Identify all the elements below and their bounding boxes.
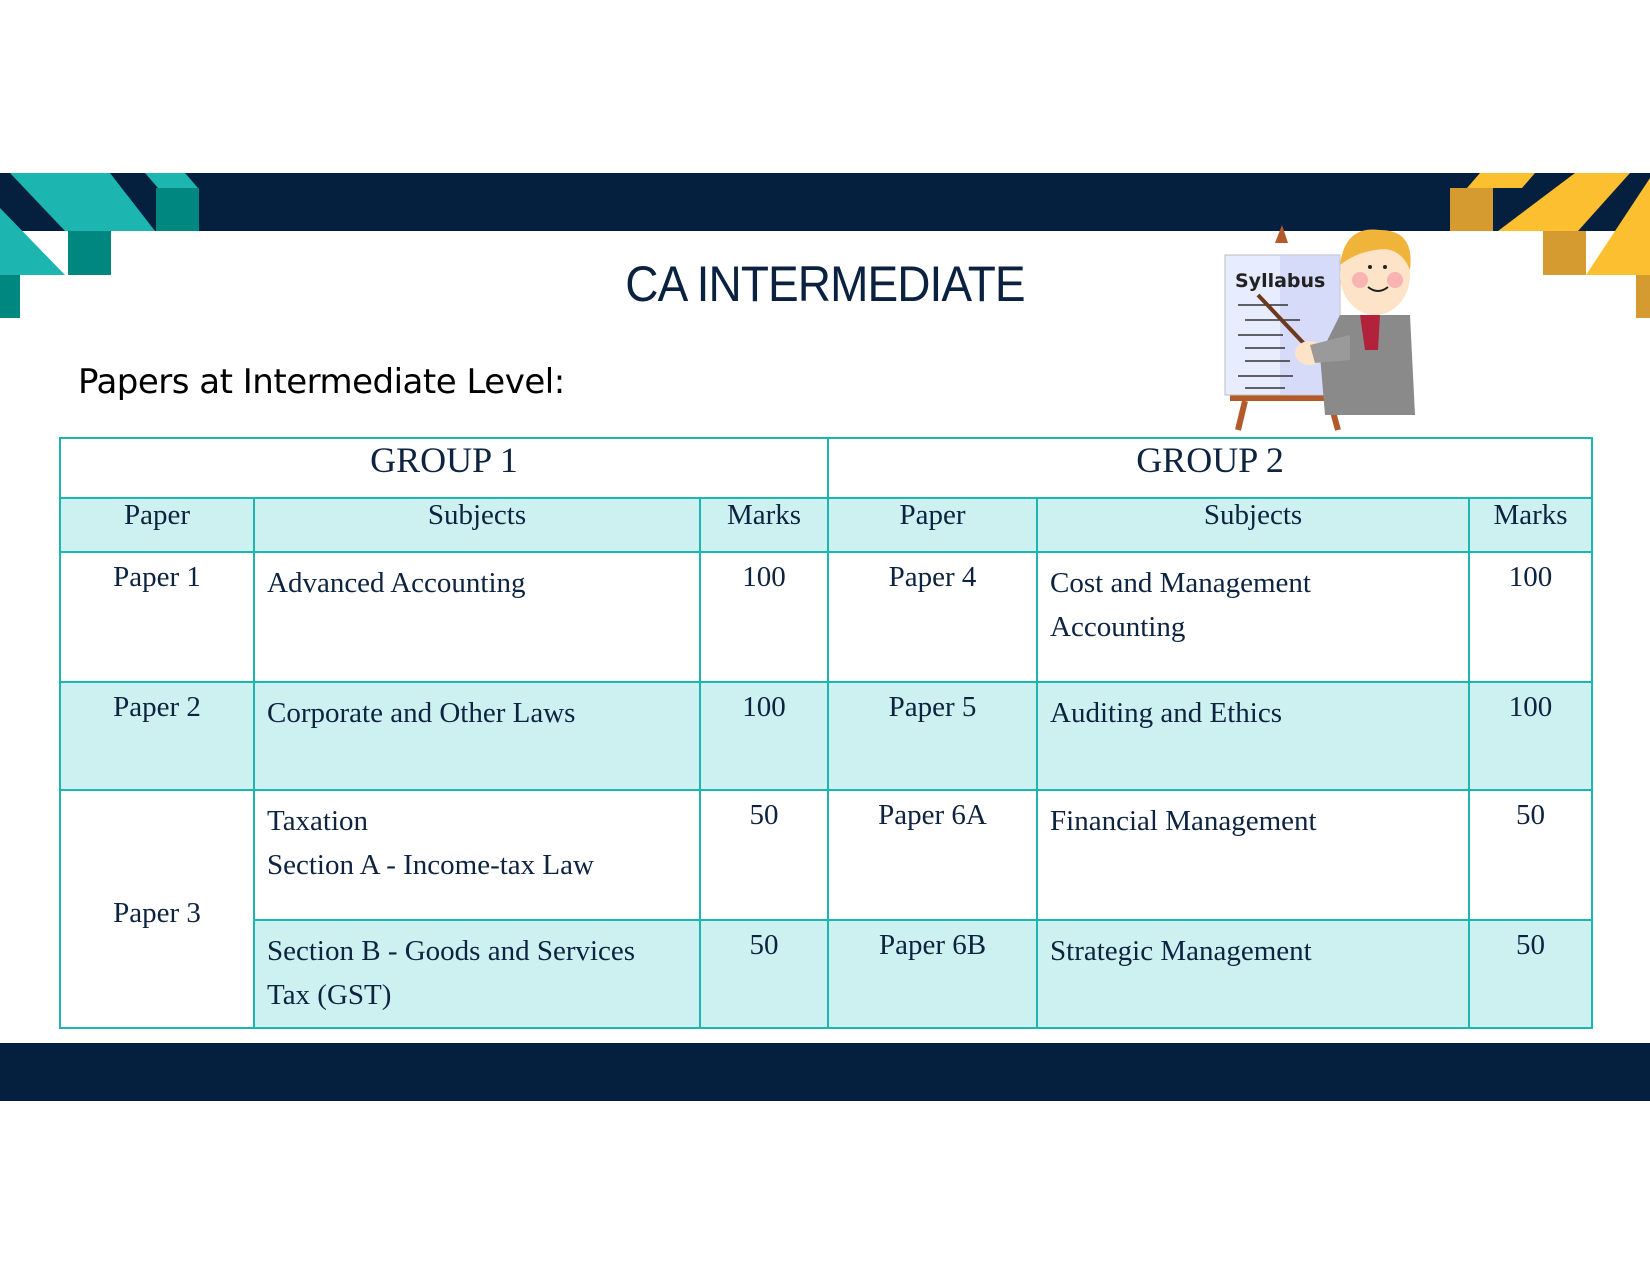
- svg-text:Syllabus: Syllabus: [1235, 270, 1326, 292]
- table-row: [60, 552, 1592, 682]
- subject-cell: Section B - Goods and Services Tax (GST): [254, 920, 700, 1028]
- marks-cell: 100: [1469, 552, 1592, 682]
- subject-cell: Auditing and Ethics: [1037, 682, 1469, 790]
- column-header-subjects: Subjects: [1037, 498, 1469, 552]
- subject-cell: Financial Management: [1037, 790, 1469, 920]
- paper-cell: Paper 6A: [828, 790, 1037, 920]
- syllabus-teacher-illustration: [1210, 225, 1425, 435]
- section-heading: Papers at Intermediate Level:: [78, 362, 565, 402]
- paper-cell: Paper 4: [828, 552, 1037, 682]
- subject-cell: Cost and Management Accounting: [1037, 552, 1469, 682]
- papers-table: [59, 437, 1593, 1029]
- group-1-header: GROUP 1: [60, 438, 828, 498]
- column-header-paper: Paper: [60, 498, 254, 552]
- page-title: CA INTERMEDIATE: [625, 256, 1025, 312]
- marks-cell: 50: [1469, 790, 1592, 920]
- table-row: [60, 682, 1592, 790]
- paper-cell: Paper 3: [60, 790, 254, 1028]
- column-header-marks: Marks: [700, 498, 828, 552]
- group-2-header: GROUP 2: [828, 438, 1592, 498]
- column-header-subjects: Subjects: [254, 498, 700, 552]
- marks-cell: 100: [700, 552, 828, 682]
- bottom-banner: [0, 1043, 1650, 1101]
- paper-cell: Paper 5: [828, 682, 1037, 790]
- subject-cell: Corporate and Other Laws: [254, 682, 700, 790]
- table-row: [60, 790, 1592, 920]
- subject-cell: Strategic Management: [1037, 920, 1469, 1028]
- marks-cell: 100: [700, 682, 828, 790]
- paper-cell: Paper 2: [60, 682, 254, 790]
- marks-cell: 100: [1469, 682, 1592, 790]
- table-row: [60, 920, 1592, 1028]
- marks-cell: 50: [700, 920, 828, 1028]
- marks-cell: 50: [700, 790, 828, 920]
- paper-cell: Paper 6B: [828, 920, 1037, 1028]
- subject-cell: Advanced Accounting: [254, 552, 700, 682]
- column-header-marks: Marks: [1469, 498, 1592, 552]
- top-banner: [0, 173, 1650, 231]
- marks-cell: 50: [1469, 920, 1592, 1028]
- paper-cell: Paper 1: [60, 552, 254, 682]
- subject-cell: Taxation Section A - Income-tax Law: [254, 790, 700, 920]
- column-header-paper: Paper: [828, 498, 1037, 552]
